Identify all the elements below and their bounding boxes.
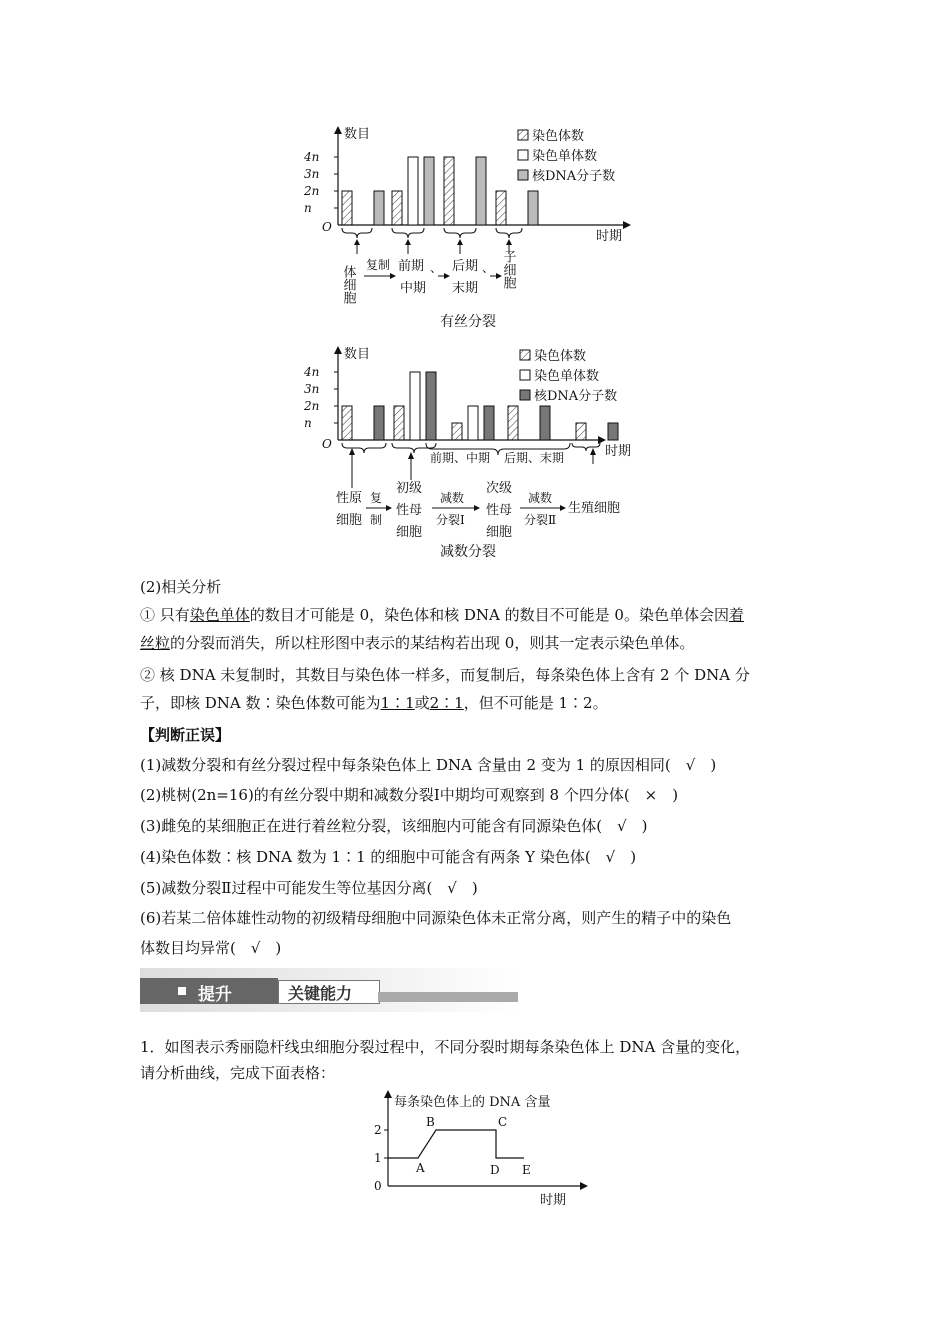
bar-chromatid xyxy=(410,372,420,440)
bar-dna xyxy=(374,406,384,440)
y-tick-label: 2n xyxy=(304,184,320,198)
stage-ana-telo-b: 末期 xyxy=(452,281,479,296)
banner-right: 关键能力 xyxy=(288,984,353,1003)
bar-dna xyxy=(608,423,618,440)
judge-item-3: (3)雌兔的某细胞正在进行着丝粒分裂，该细胞内可能含有同源染色体( √ ) xyxy=(140,817,648,835)
analysis-p2b: 子，即核 DNA 数∶染色体数可能为1∶1或2∶1，但不可能是 1∶2。 xyxy=(140,694,608,712)
stage-brace xyxy=(496,228,522,238)
analysis-heading: (2)相关分析 xyxy=(140,578,222,596)
y-tick-label: 3n xyxy=(304,167,320,181)
analysis-p1b: 丝粒的分裂而消失，所以柱形图中表示的某结构若出现 0，则其一定表示染色单体。 xyxy=(140,634,695,652)
flow-primary-c: 细胞 xyxy=(396,525,423,540)
judge-item-2: (2)桃树(2n=16)的有丝分裂中期和减数分裂Ⅰ中期均可观察到 8 个四分体( × ) xyxy=(140,786,679,804)
y-axis-label: 数目 xyxy=(344,127,371,142)
stage-arrow-head xyxy=(405,239,411,245)
section-banner xyxy=(140,968,522,1012)
y-tick-label: n xyxy=(304,416,312,430)
analysis-p1: ① 只有染色单体的数目才可能是 0，染色体和核 DNA 的数目不可能是 0。染色单体会因着 xyxy=(140,606,744,624)
y-tick-label: 2 xyxy=(374,1123,382,1137)
legend xyxy=(520,348,617,404)
bar-chromosome xyxy=(342,191,352,225)
svg-text:、: 、 xyxy=(482,261,495,275)
bar-chromatid xyxy=(468,406,478,440)
flow-secondary: 次级 xyxy=(486,481,513,496)
stage-brace xyxy=(392,228,424,238)
bar-chromosome xyxy=(444,157,454,225)
judge-item-4: (4)染色体数∶核 DNA 数为 1∶1 的细胞中可能含有两条 Y 染色体( √ ) xyxy=(140,848,637,866)
bar-dna xyxy=(484,406,494,440)
question-line1: 1．如图表示秀丽隐杆线虫细胞分裂过程中，不同分裂时期每条染色体上 DNA 含量的变化， xyxy=(140,1038,751,1056)
flow-primary-b: 性母 xyxy=(396,503,423,518)
legend-dna: 核DNA分子数 xyxy=(534,389,618,404)
y-tick-label: 2n xyxy=(304,399,320,413)
caption-meiosis: 减数分裂 xyxy=(440,544,496,560)
legend-chromosome: 染色体数 xyxy=(534,349,587,364)
bar-chromosome xyxy=(576,423,586,440)
bar-chromosome xyxy=(394,406,404,440)
legend-chromatid: 染色单体数 xyxy=(532,149,598,164)
stage-ana-telo: 后期 xyxy=(452,259,479,274)
stage-arrow-head xyxy=(354,239,360,245)
legend-chromosome: 染色体数 xyxy=(532,129,585,144)
x-axis-label: 时期 xyxy=(596,229,623,244)
arrow-meiosis1: 减数 xyxy=(440,491,465,505)
bar-chromosome xyxy=(508,406,518,440)
bar-chromatid xyxy=(408,157,418,225)
stage-arrow-head xyxy=(506,239,512,245)
flow-gamete: 生殖细胞 xyxy=(568,501,621,516)
legend xyxy=(518,128,615,184)
y-tick-label: 4n xyxy=(304,150,320,164)
bar-dna xyxy=(476,157,486,225)
arrow-replicate-b: 制 xyxy=(370,513,383,527)
arrow-meiosis2-b: 分裂Ⅱ xyxy=(524,513,557,527)
svg-text:、: 、 xyxy=(430,261,443,275)
dna-content-chart xyxy=(360,1088,600,1212)
judge-item-6: (6)若某二倍体雄性动物的初级精母细胞中同源染色体未正常分离，则产生的精子中的染色 xyxy=(140,909,732,927)
stage-brace xyxy=(342,228,372,238)
y-tick-label: n xyxy=(304,201,312,215)
flow-oogonium: 性原 xyxy=(336,491,363,506)
y-tick-label: 4n xyxy=(304,365,320,379)
meiosis-chart xyxy=(300,340,660,565)
bar-dna xyxy=(374,191,384,225)
analysis-p2: ② 核 DNA 未复制时，其数目与染色体一样多，而复制后，每条染色体上含有 2 个 DNA 分 xyxy=(140,666,750,684)
stage-arrow-head xyxy=(457,239,463,245)
judge-item-5: (5)减数分裂Ⅱ过程中可能发生等位基因分离( √ ) xyxy=(140,879,478,897)
flow-oogonium-b: 细胞 xyxy=(336,513,363,528)
mitosis-chart xyxy=(300,120,660,335)
y-tick-label: 0 xyxy=(374,1179,382,1193)
x-axis-label: 时期 xyxy=(540,1193,567,1208)
bar-dna xyxy=(540,406,550,440)
point-label-B: B xyxy=(426,1115,435,1129)
bar-chromosome xyxy=(496,191,506,225)
point-label-C: C xyxy=(498,1115,508,1129)
stage-prophase-meta-b: 中期 xyxy=(400,281,427,296)
dna-curve xyxy=(388,1130,524,1158)
point-label-E: E xyxy=(522,1163,531,1177)
arrow-meiosis2: 减数 xyxy=(528,491,553,505)
y-tick-label: 3n xyxy=(304,382,320,396)
judge-heading: 【判断正误】 xyxy=(140,726,231,744)
banner-left: 提升 xyxy=(198,985,232,1005)
bracket-ana-telo: 后期、末期 xyxy=(504,451,565,465)
bar-chromosome xyxy=(342,406,352,440)
bar-dna xyxy=(424,157,434,225)
flow-secondary-c: 细胞 xyxy=(486,525,513,540)
x-axis-label: 时期 xyxy=(605,444,632,459)
question-line2: 请分析曲线，完成下面表格： xyxy=(140,1064,336,1082)
bracket-pro-meta: 前期、中期 xyxy=(430,451,491,465)
y-axis-label: 数目 xyxy=(344,347,371,362)
origin-label: O xyxy=(322,437,332,451)
arrow-replicate: 复制 xyxy=(366,258,391,272)
stage-brace xyxy=(444,228,476,238)
judge-item-6b: 体数目均异常( √ ) xyxy=(140,939,282,957)
stage-prophase-meta: 前期 xyxy=(398,259,425,274)
square-icon xyxy=(178,987,186,995)
legend-dna: 核DNA分子数 xyxy=(532,169,616,184)
judge-item-1: (1)减数分裂和有丝分裂过程中每条染色体上 DNA 含量由 2 变为 1 的原因相同( √ ) xyxy=(140,756,717,774)
bar-chromosome xyxy=(452,423,462,440)
arrow-meiosis1-b: 分裂Ⅰ xyxy=(436,513,465,527)
origin-label: O xyxy=(322,220,332,234)
bar-chromosome xyxy=(392,191,402,225)
point-label-A: A xyxy=(416,1161,425,1175)
point-label-D: D xyxy=(490,1163,500,1177)
bar-dna xyxy=(528,191,538,225)
stage-somatic: 体细胞 xyxy=(340,265,356,304)
flow-primary: 初级 xyxy=(396,481,423,496)
caption-mitosis: 有丝分裂 xyxy=(440,314,496,330)
legend-chromatid: 染色单体数 xyxy=(534,369,600,384)
flow-secondary-b: 性母 xyxy=(486,503,513,518)
y-axis-label: 每条染色体上的 DNA 含量 xyxy=(394,1095,551,1110)
y-tick-label: 1 xyxy=(374,1151,382,1165)
bar-dna xyxy=(426,372,436,440)
arrow-replicate: 复 xyxy=(370,491,383,505)
stage-daughter: 子细胞 xyxy=(500,250,516,289)
